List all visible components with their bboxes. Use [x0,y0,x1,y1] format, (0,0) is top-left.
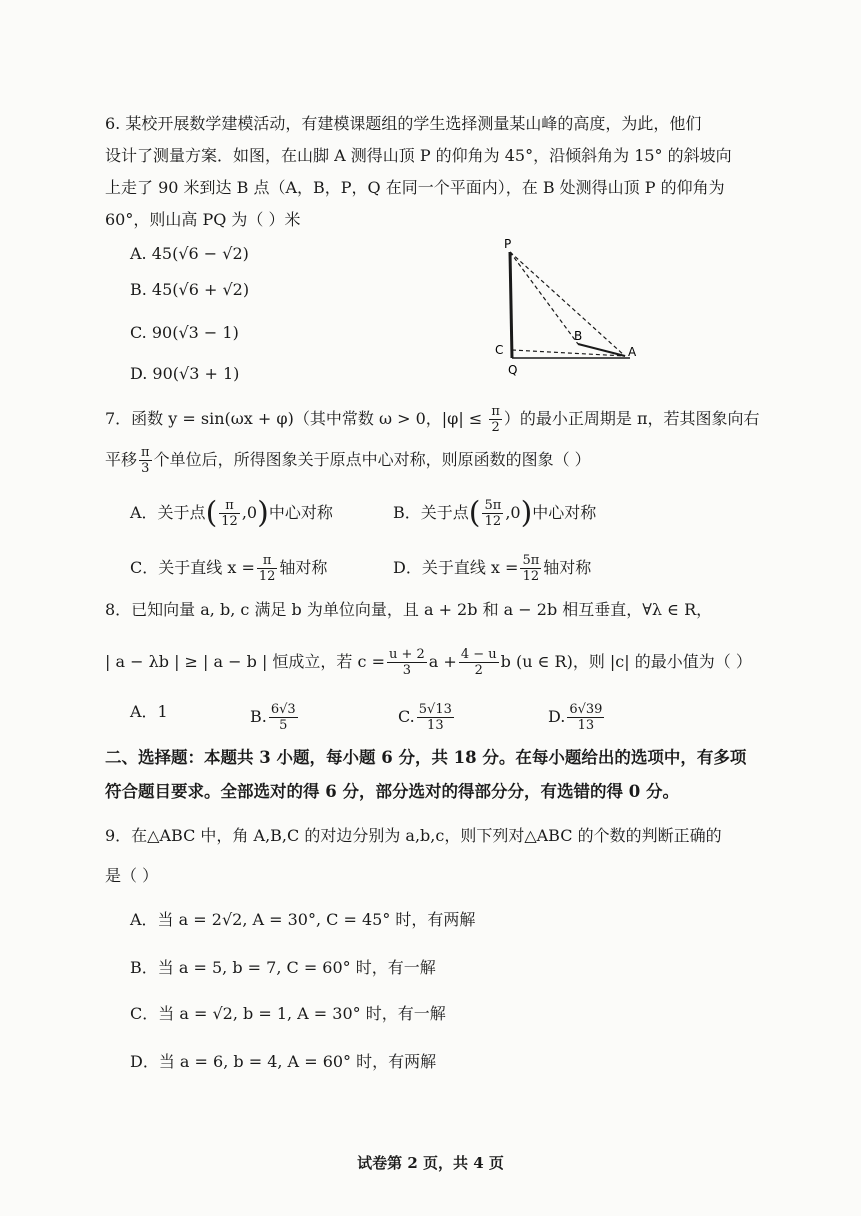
q8-d-num: 6√39 [569,702,603,717]
q7-c-den: 12 [258,569,276,584]
q8-l2-fraction-1 [387,647,427,678]
page-footer: 试卷第 2 页，共 4 页 [357,1154,504,1172]
q8-d-den: 13 [577,718,595,733]
q7-option-d [393,553,591,584]
q7-d-den: 12 [522,569,540,584]
q8-d-pre: D. [548,707,566,726]
mountain-figure [490,232,650,392]
q7-option-b: B．关于点( $\frac{5\pi}{12}$ ,0)中心对称 [393,495,597,531]
label-q: Q [508,363,518,377]
q7-option-a: A．关于点( $\frac{\pi}{12}$ ,0)中心对称 [130,495,333,531]
q8-b-fraction [269,702,298,733]
q6-option-a: A. 45(√6 − √2) [130,244,249,263]
q8-line-1: 8．已知向量 a, b, c 满足 b 为单位向量，且 a + 2b 和 a − 2b 相互垂直，∀λ ∈ R， [105,600,713,619]
q7-c-fraction [257,553,278,584]
q7-c-pre: C．关于直线 x = [130,558,255,577]
label-b: B [574,329,583,343]
q7-b-tail: ,0 [505,503,521,522]
q8-option-c [398,702,456,733]
q7-b-den: 12 [484,514,502,529]
q8-b-den: 5 [279,718,288,733]
q8-f2-num: 4 − u [460,647,497,662]
q7-option-c [130,553,327,584]
q7-a-num: π [219,498,240,514]
q6-line-3: 上走了 90 米到达 B 点（A，B，P，Q 在同一个平面内），在 B 处测得山顶 P 的仰角为 [105,178,725,197]
q8-l2-pre: | a − λb | ≥ | a − b | 恒成立，若 c = [105,652,385,671]
line-pq [510,252,512,358]
q6-line-2: 设计了测量方案．如图，在山脚 A 测得山顶 P 的仰角为 45°，沿倾斜角为 15° 的斜坡向 [105,146,732,165]
q7-b-pre: B．关于点 [393,503,469,522]
q9-option-d: D．当 a = 6, b = 4, A = 60° 时，有两解 [130,1052,437,1071]
label-c: C [495,343,504,357]
q6-option-d: D. 90(√3 + 1) [130,364,240,383]
q7-d-post: 轴对称 [543,558,592,577]
q8-option-a: A．1 [130,702,168,721]
q7-l2-den: 3 [141,461,150,476]
q8-b-num: 6√3 [270,702,296,717]
q8-c-fraction [417,702,454,733]
q7-l2-fraction [139,445,152,476]
label-p: P [504,237,512,251]
q9-line-2: 是（ ） [105,866,159,885]
q8-f1-num: u + 2 [388,647,425,662]
q8-l2-fraction-2 [459,647,499,678]
q9-option-a: A．当 a = 2√2, A = 30°, C = 45° 时，有两解 [130,910,476,929]
q7-a-post: 中心对称 [268,503,333,522]
q7-l1-pre: 7．函数 y = sin(ωx + φ)（其中常数 ω > 0，|φ| ≤ [105,409,488,428]
q8-option-b [250,702,300,733]
q7-d-pre: D．关于直线 x = [393,558,519,577]
q7-a-tail: ,0 [241,503,258,522]
q7-a-fraction [219,498,240,529]
q9-line-1: 9．在△ABC 中，角 A,B,C 的对边分别为 a,b,c，则下列对△ABC 的个数的判断正确的 [105,826,722,845]
q7-l2-post: 个单位后，所得图象关于原点中心对称，则原函数的图象（ ） [153,450,591,469]
section-2-line-1: 二、选择题：本题共 3 小题，每小题 6 分，共 18 分。在每小题给出的选项中，有多项 [105,748,747,767]
q6-option-c: C. 90(√3 − 1) [130,323,239,342]
label-a: A [628,345,637,359]
q8-c-pre: C. [398,707,415,726]
q7-d-num: 5π [522,553,540,568]
line-pb-dashed [510,252,578,344]
q7-l1-fraction [489,404,502,435]
q8-line-2 [105,647,752,678]
q8-c-num: 5√13 [418,702,452,717]
q7-c-post: 轴对称 [279,558,328,577]
q8-f1-den: 3 [402,663,412,678]
q6-line-1: 6. 某校开展数学建模活动，有建模课题组的学生选择测量某山峰的高度，为此，他们 [105,114,702,133]
q7-l1-post: ）的最小正周期是 π，若其图象向右 [503,409,760,428]
q7-a-den: 12 [221,514,238,529]
q7-a-pre: A．关于点 [130,503,206,522]
q8-f2-den: 2 [474,663,483,678]
q7-b-num: 5π [484,498,502,513]
q8-l2-post: b (u ∈ R)，则 |c| 的最小值为（ ） [500,652,752,671]
q7-l1-num: π [491,404,500,419]
q7-b-fraction [482,498,503,529]
q8-b-pre: B. [250,707,267,726]
section-2-line-2: 符合题目要求。全部选对的得 6 分，部分选对的得部分分，有选错的得 0 分。 [105,782,679,801]
q6-line-4: 60°，则山高 PQ 为（ ）米 [105,210,301,229]
q7-c-num: π [257,553,278,569]
q7-l2-pre: 平移 [105,450,138,469]
q7-l2-num: π [141,445,150,460]
q7-d-fraction [520,553,541,584]
q7-line-1 [105,404,759,435]
q8-option-d [548,702,606,733]
line-pa-dashed [510,252,625,356]
q7-line-2 [105,445,591,476]
q8-c-den: 13 [427,718,444,733]
q8-l2-mid: a + [428,652,457,671]
q9-option-b: B．当 a = 5, b = 7, C = 60° 时，有一解 [130,958,436,977]
q8-d-fraction [567,702,604,733]
q6-option-b: B. 45(√6 + √2) [130,280,250,299]
q7-b-post: 中心对称 [532,503,597,522]
q9-option-c: C．当 a = √2, b = 1, A = 30° 时，有一解 [130,1004,446,1023]
q7-l1-den: 2 [491,420,500,435]
